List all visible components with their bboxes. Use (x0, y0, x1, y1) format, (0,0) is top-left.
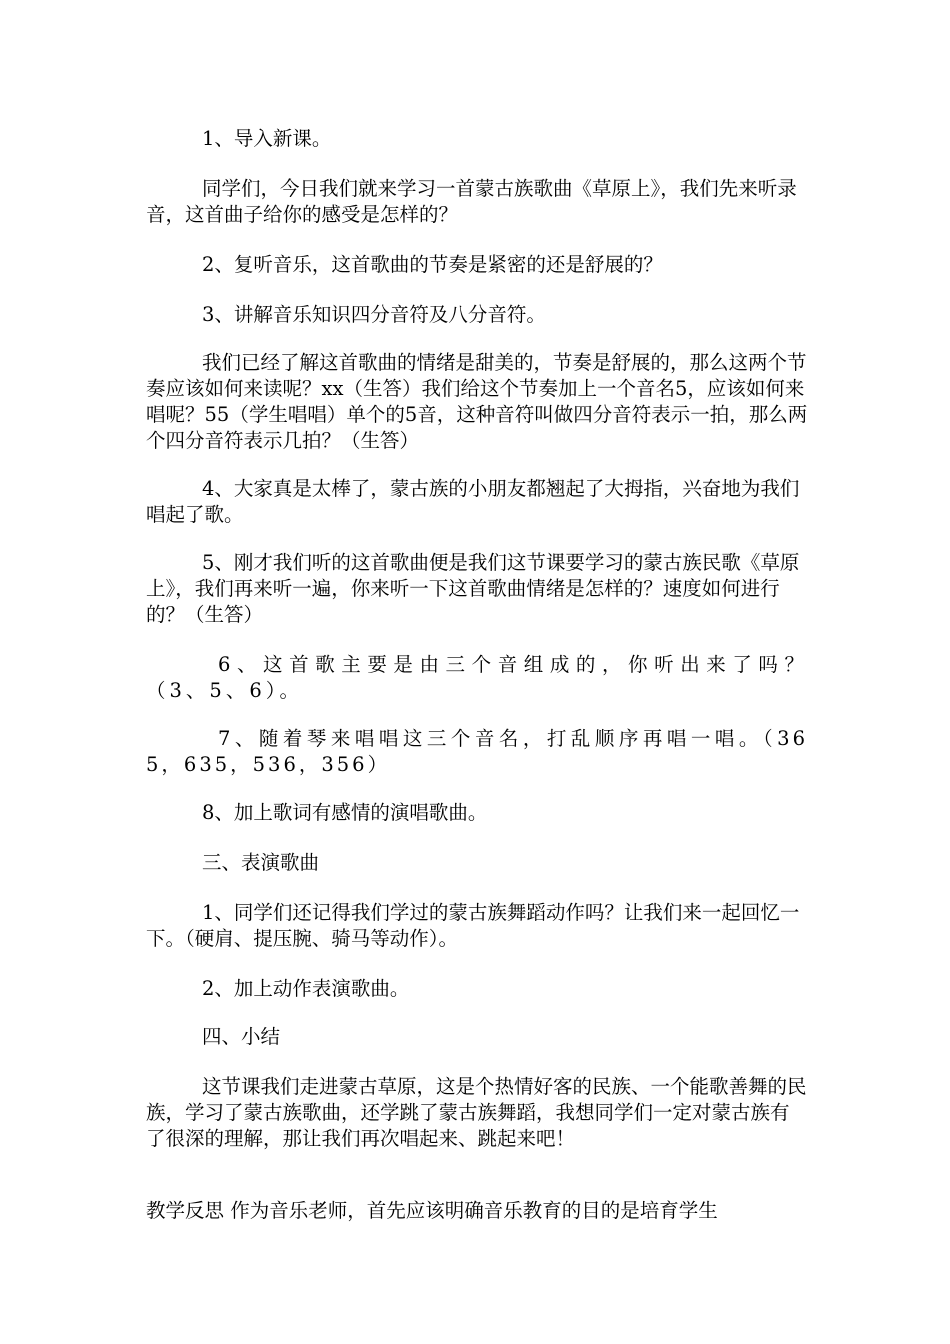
paragraph-7: 5、刚才我们听的这首歌曲便是我们这节课要学习的蒙古族民歌《草原上》，我们再来听一遍，你来听一下这首歌曲情绪是怎样的？速度如何进行的？（生答） (146, 551, 800, 626)
paragraph-12: 2、加上动作表演歌曲。 (202, 977, 410, 1000)
paragraph-13: 这节课我们走进蒙古草原，这是个热情好客的民族、一个能歌善舞的民族，学习了蒙古族歌曲，还学跳了蒙古族舞蹈，我想同学们一定对蒙古族有了很深的理解，那让我们再次唱起来、跳起来吧！ (146, 1075, 807, 1150)
paragraph-5: 我们已经了解这首歌曲的情绪是甜美的，节奏是舒展的，那么这两个节奏应该如何来读呢？xx（生答）我们给这个节奏加上一个音名5，应该如何来唱呢？55（学生唱唱）单个的5音，这种音符叫做四分音符表示一拍，那么两个四分音符表示几拍？（生答） (146, 351, 808, 452)
paragraph-3: 2、复听音乐，这首歌曲的节奏是紧密的还是舒展的？ (202, 253, 663, 276)
section-heading-perform: 三、表演歌曲 (202, 851, 320, 874)
paragraph-reflection: 教学反思 作为音乐老师，首先应该明确音乐教育的目的是培育学生 (146, 1199, 718, 1222)
paragraph-6: 4、大家真是太棒了，蒙古族的小朋友都翘起了大拇指，兴奋地为我们唱起了歌。 (146, 477, 800, 526)
paragraph-9: 7、随着琴来唱唱这三个音名，打乱顺序再唱一唱。（365，635，536，356） (146, 727, 808, 776)
section-heading-summary: 四、小结 (202, 1025, 281, 1048)
paragraph-10: 8、加上歌词有感情的演唱歌曲。 (202, 801, 488, 824)
paragraph-2: 同学们，今日我们就来学习一首蒙古族歌曲《草原上》，我们先来听录音，这首曲子给你的感受是怎样的？ (146, 177, 797, 226)
paragraph-4: 3、讲解音乐知识四分音符及八分音符。 (202, 303, 546, 326)
paragraph-8: 6、这首歌主要是由三个音组成的，你听出来了吗？（3、5、6）。 (146, 653, 808, 702)
paragraph-1: 1、导入新课。 (202, 127, 332, 150)
paragraph-11: 1、同学们还记得我们学过的蒙古族舞蹈动作吗？让我们来一起回忆一下。（硬肩、提压腕、骑马等动作）。 (146, 901, 800, 950)
